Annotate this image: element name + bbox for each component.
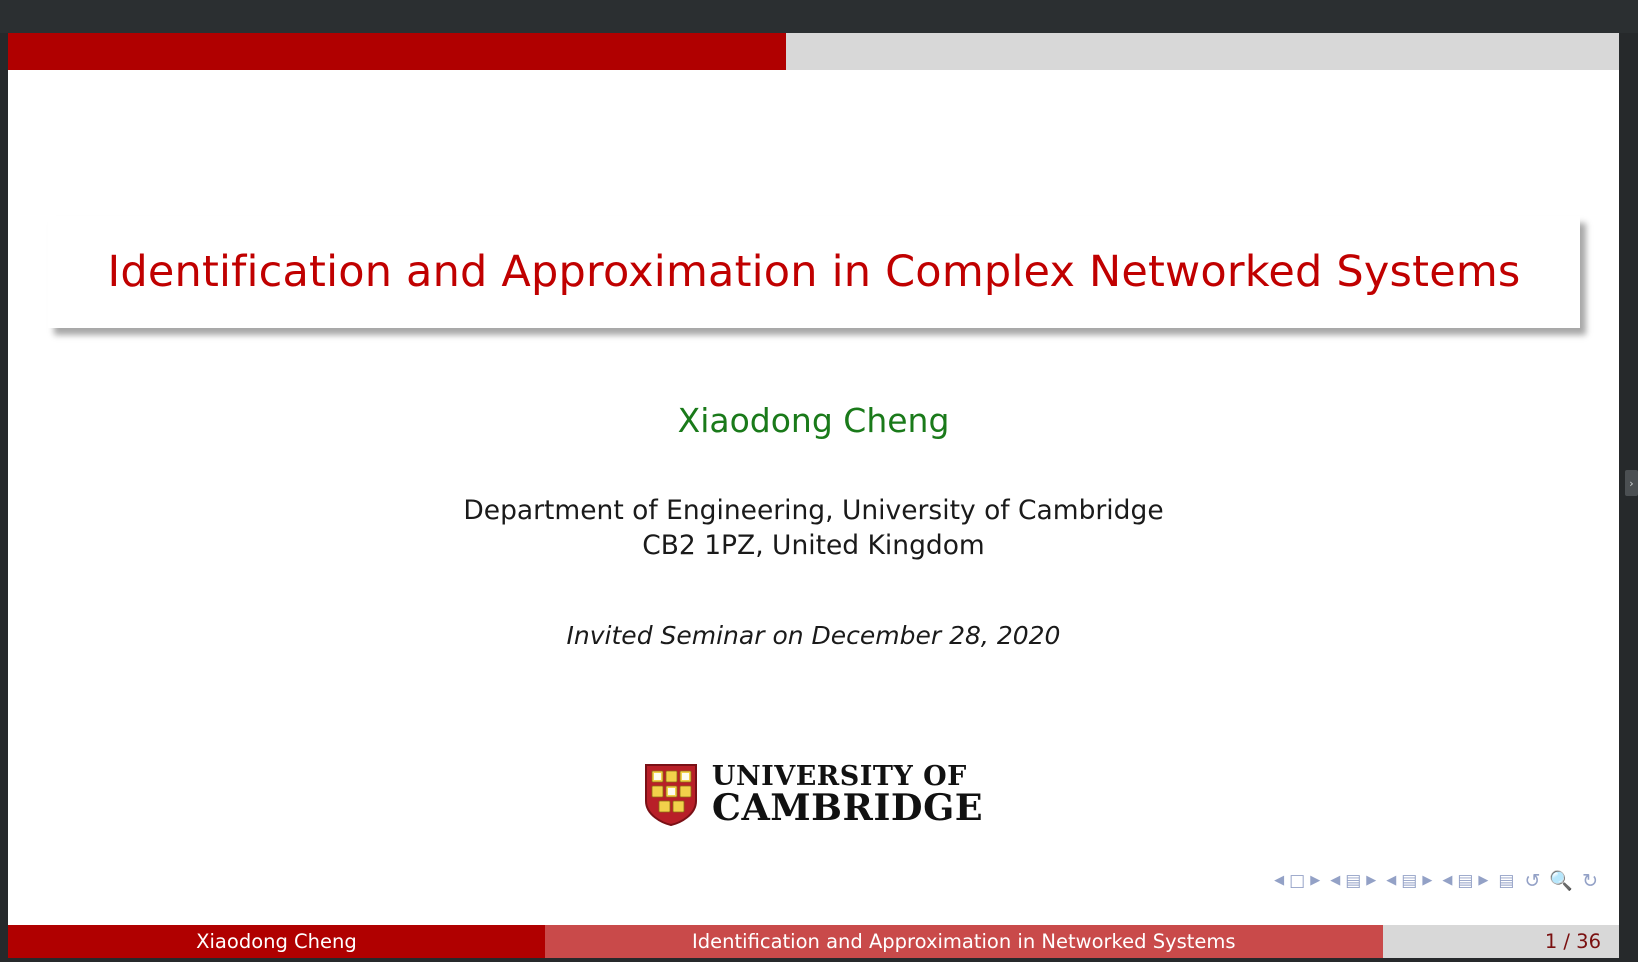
footline-page-number: 1 / 36 [1383,925,1619,958]
affiliation-line-2: CB2 1PZ, United Kingdom [642,530,985,561]
nav-next-slide-icon[interactable]: ▶ [1310,873,1321,888]
nav-document-icon[interactable]: ▤ [1498,870,1515,891]
footline-author: Xiaodong Cheng [8,925,545,958]
university-logo-line-1: UNIVERSITY OF [711,761,967,793]
nav-frame-group[interactable] [1330,871,1376,891]
nav-prev-section-icon[interactable]: ◀ [1442,873,1453,888]
viewer-left-margin [0,33,8,925]
nav-frame-icon[interactable]: ▤ [1345,870,1362,891]
beamer-headline-active-section [8,33,786,70]
affiliation-line-1: Department of Engineering, University of Cambridge [463,495,1164,526]
nav-subsection-icon[interactable]: ▤ [1401,870,1418,891]
nav-section-icon[interactable]: ▤ [1457,870,1474,891]
nav-next-frame-icon[interactable]: ▶ [1366,873,1377,888]
event-subtitle: Invited Seminar on December 28, 2020 [566,621,1061,650]
page-title: Identification and Approximation in Complex Networked Systems [107,247,1521,297]
nav-prev-frame-icon[interactable]: ◀ [1330,873,1341,888]
beamer-navigation-symbols[interactable] [1274,869,1597,892]
cambridge-crest-icon [644,763,698,827]
nav-prev-subsection-icon[interactable]: ◀ [1386,873,1397,888]
beamer-footline [8,925,1619,958]
scrollbar-handle[interactable]: › [1625,470,1638,496]
slide-page [8,33,1619,958]
nav-next-subsection-icon[interactable]: ▶ [1422,873,1433,888]
nav-slide-icon[interactable]: □ [1289,870,1306,891]
title-block [48,216,1580,328]
nav-subsection-group[interactable] [1386,871,1432,891]
author-name: Xiaodong Cheng [677,401,950,440]
university-logo-line-2: CAMBRIDGE [711,786,984,830]
university-logo [8,761,1619,830]
nav-back-icon[interactable]: ↺ [1524,869,1540,892]
nav-forward-icon[interactable]: ↻ [1582,869,1597,892]
viewer-top-bar [0,0,1638,33]
nav-next-section-icon[interactable]: ▶ [1478,873,1489,888]
viewer-bottom-margin [0,958,1638,962]
nav-prev-slide-icon[interactable]: ◀ [1274,873,1285,888]
footline-title: Identification and Approximation in Networked Systems [545,925,1383,958]
affiliation [8,493,1619,563]
beamer-headline-bar [8,33,1619,70]
nav-section-group[interactable] [1442,871,1488,891]
university-logo-text [711,761,984,830]
nav-slide-group[interactable] [1274,871,1320,891]
nav-search-icon[interactable]: 🔍 [1549,870,1573,892]
